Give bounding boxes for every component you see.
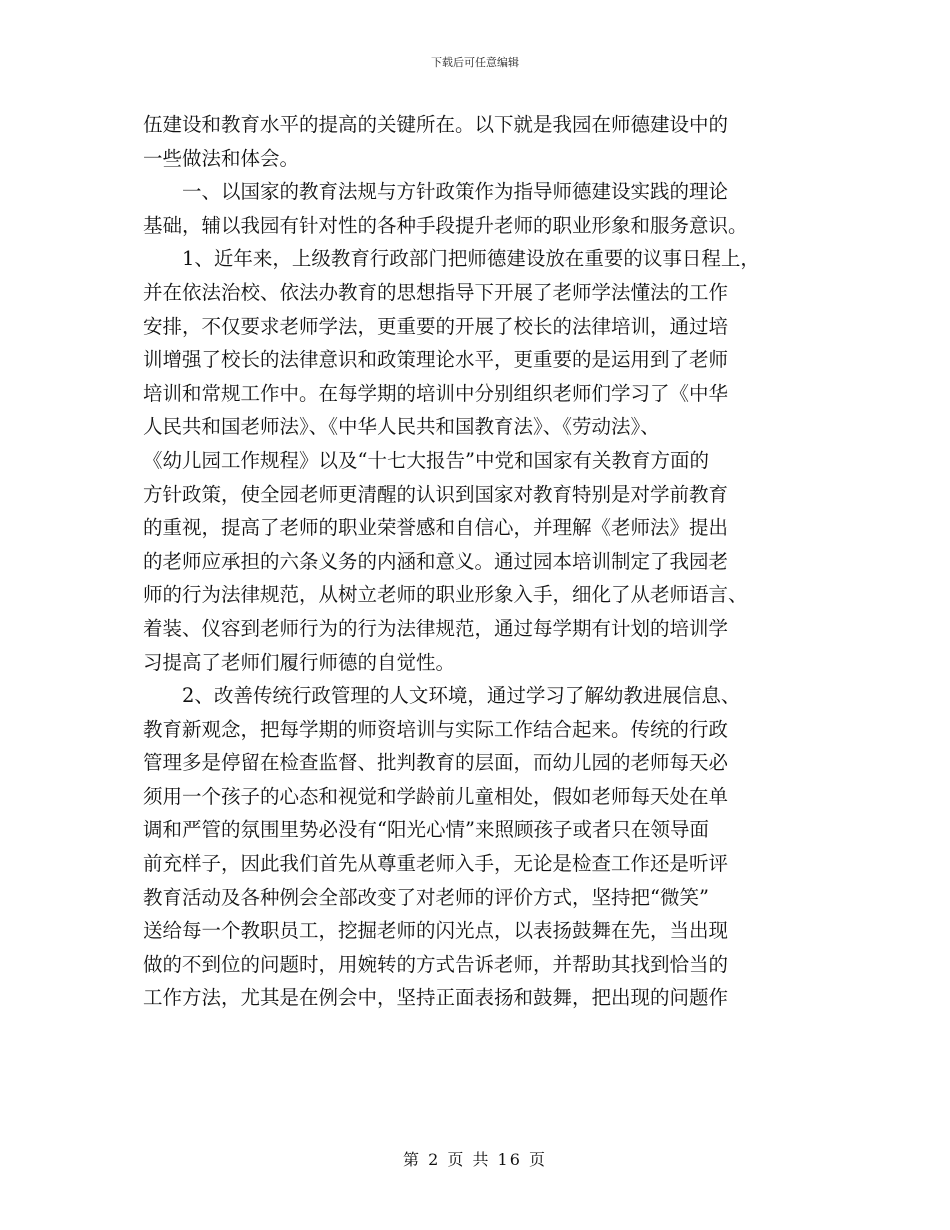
- text-line: 送给每一个教职员工，挖掘老师的闪光点，以表扬鼓舞在先，当出现: [143, 919, 729, 943]
- text-line: 2、改善传统行政管理的人文环境，通过学习了解幼教进展信息、: [182, 684, 741, 708]
- text-line: 教育活动及各种例会全部改变了对老师的评价方式，坚持把“微笑”: [143, 885, 709, 909]
- text-line: 方针政策，使全园老师更清醒的认识到国家对教育特别是对学前教育: [143, 482, 729, 506]
- text-line: 师的行为法律规范，从树立老师的职业形象入手，细化了从老师语言、: [143, 583, 748, 607]
- text-line: 须用一个孩子的心态和视觉和学龄前儿童相处，假如老师每天处在单: [143, 784, 729, 808]
- text-line: 1、近年来，上级教育行政部门把师德建设放在重要的议事日程上，: [182, 247, 760, 271]
- text-line: 并在依法治校、依法办教育的思想指导下开展了老师学法懂法的工作: [143, 280, 729, 304]
- text-line: 前充样子，因此我们首先从尊重老师入手，无论是检查工作还是听评: [143, 852, 729, 876]
- text-line: 训增强了校长的法律意识和政策理论水平，更重要的是运用到了老师: [143, 348, 729, 372]
- text-line: 《幼儿园工作规程》以及“十七大报告”中党和国家有关教育方面的: [143, 448, 709, 472]
- text-line: 的重视，提高了老师的职业荣誉感和自信心，并理解《老师法》提出: [143, 516, 729, 540]
- text-line: 教育新观念，把每学期的师资培训与实际工作结合起来。传统的行政: [143, 717, 729, 741]
- text-line: 基础，辅以我园有针对性的各种手段提升老师的职业形象和服务意识。: [143, 213, 748, 237]
- document-body: [143, 108, 807, 1015]
- page-header: 下载后可任意编辑: [431, 56, 519, 69]
- text-line: 的老师应承担的六条义务的内涵和意义。通过园本培训制定了我园老: [143, 549, 729, 573]
- text-line: 着装、仪容到老师行为的行为法律规范，通过每学期有计划的培训学: [143, 616, 729, 640]
- text-line: 工作方法，尤其是在例会中，坚持正面表扬和鼓舞，把出现的问题作: [143, 986, 729, 1010]
- text-line: 人民共和国老师法》、《中华人民共和国教育法》、《劳动法》、: [143, 415, 660, 439]
- text-line: 培训和常规工作中。在每学期的培训中分别组织老师们学习了《中华: [143, 381, 729, 405]
- text-line: 伍建设和教育水平的提高的关键所在。以下就是我园在师德建设中的: [143, 113, 729, 136]
- page-footer: 第 2 页 共 16 页: [403, 1150, 547, 1169]
- text-line: 做的不到位的问题时，用婉转的方式告诉老师，并帮助其找到恰当的: [143, 952, 729, 976]
- text-line: 习提高了老师们履行师德的自觉性。: [143, 650, 456, 674]
- text-line: 调和严管的氛围里势必没有“阳光心情”来照顾孩子或者只在领导面: [143, 818, 709, 842]
- text-line: 安排，不仅要求老师学法，更重要的开展了校长的法律培训，通过培: [143, 314, 729, 338]
- text-line: 管理多是停留在检查监督、批判教育的层面，而幼儿园的老师每天必: [143, 751, 729, 775]
- text-line: 一、以国家的教育法规与方针政策作为指导师德建设实践的理论: [182, 180, 729, 204]
- text-line: 一些做法和体会。: [143, 146, 300, 170]
